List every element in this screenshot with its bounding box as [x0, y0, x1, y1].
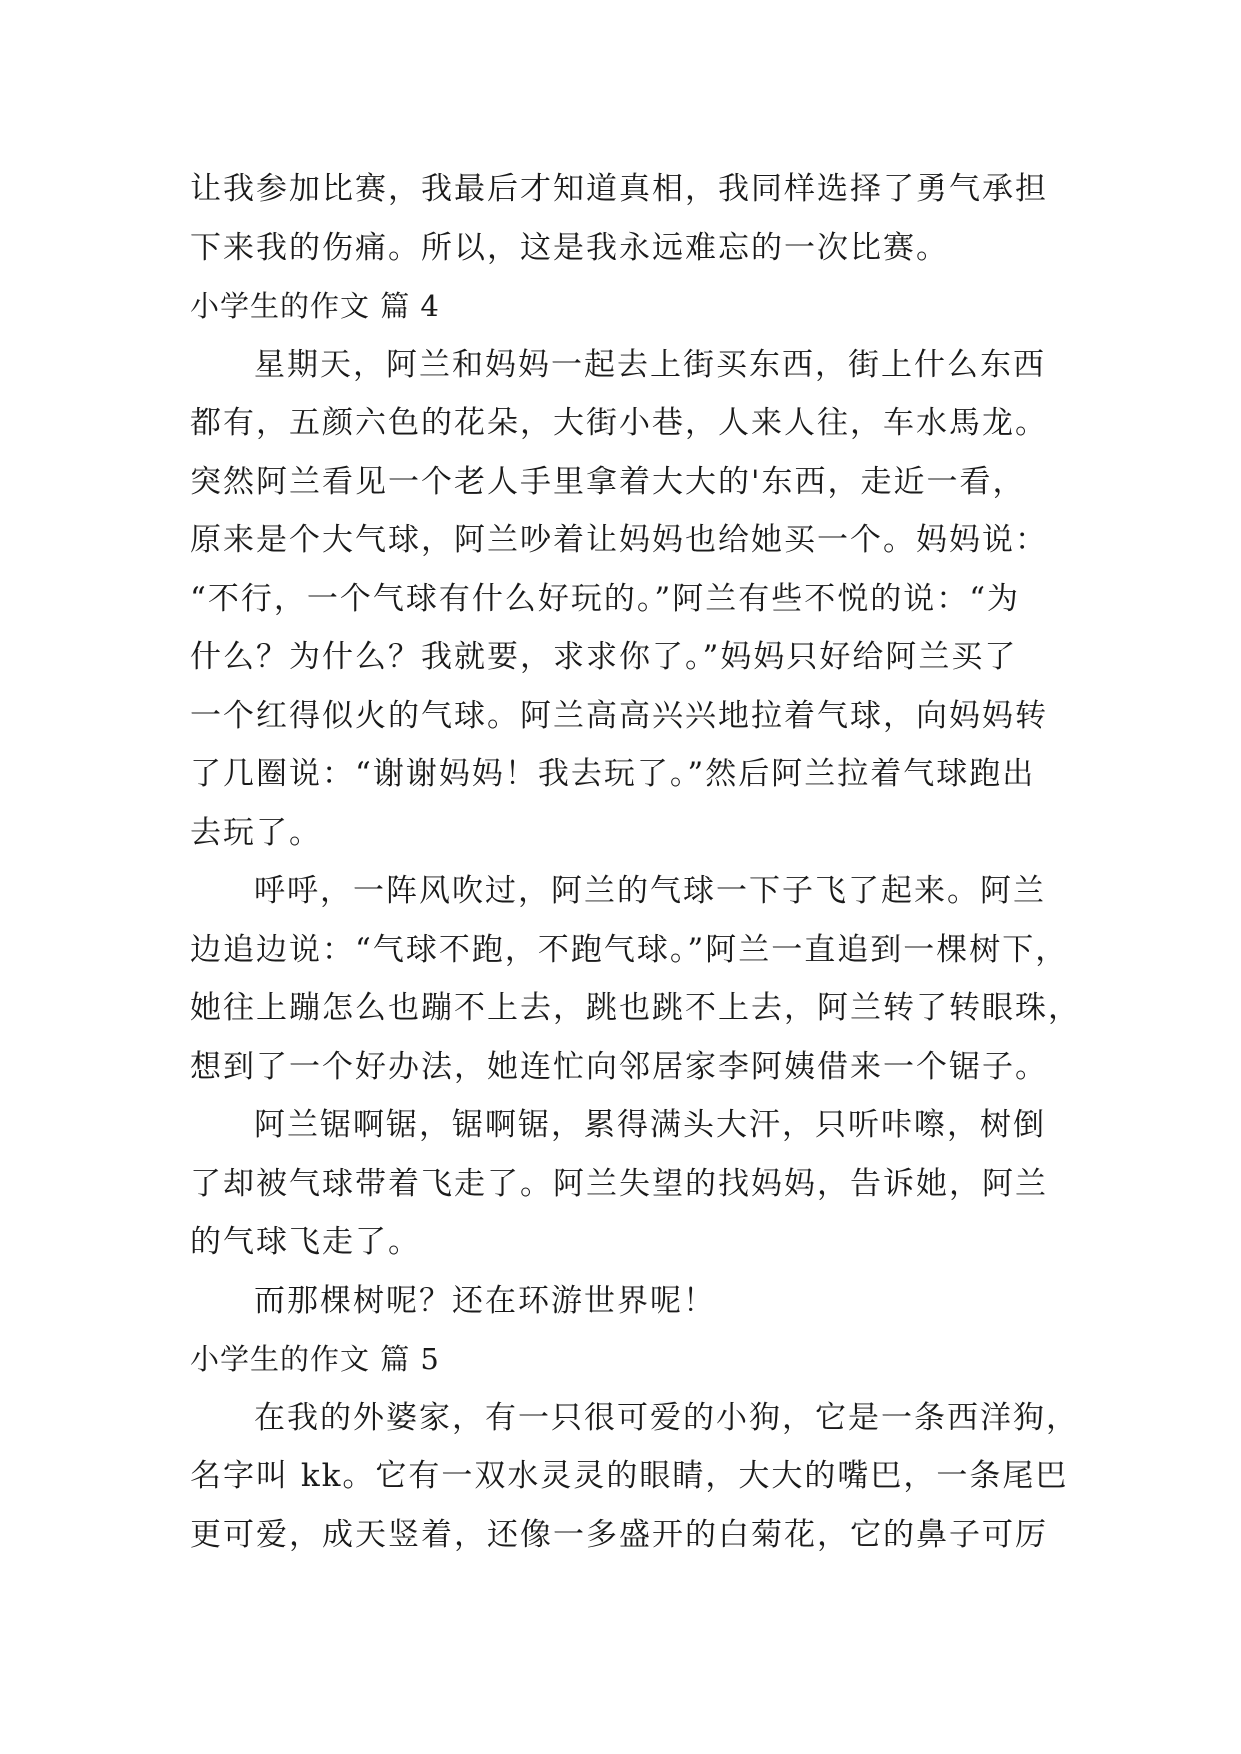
text-line: 她往上蹦怎么也蹦不上去，跳也跳不上去，阿兰转了转眼珠， — [190, 990, 1081, 1026]
text-line: 了却被气球带着飞走了。阿兰失望的找妈妈，告诉她，阿兰 — [190, 1165, 1048, 1202]
document-page — [190, 160, 1081, 1564]
text-line: 原来是个大气球，阿兰吵着让妈妈也给她买一个。妈妈说： — [190, 522, 1048, 558]
text-line: 都有，五颜六色的花朵，大街小巷，人来人往，车水馬龙。 — [190, 405, 1048, 441]
text-line: “不行，一个气球有什么好玩的。”阿兰有些不悦的说：“为 — [190, 580, 1021, 617]
text-line: 一个红得似火的气球。阿兰高高兴兴地拉着气球，向妈妈转 — [190, 697, 1048, 734]
paragraph-start-line: 阿兰锯啊锯，锯啊锯，累得满头大汗，只听咔嚓，树倒 — [254, 1107, 1046, 1143]
text-line: 什么？为什么？我就要，求求你了。”妈妈只好给阿兰买了 — [190, 639, 1018, 675]
text-line: 让我参加比赛，我最后才知道真相，我同样选择了勇气承担 — [190, 171, 1048, 207]
text-line: 了几圈说：“谢谢妈妈！我去玩了。”然后阿兰拉着气球跑出 — [190, 756, 1036, 792]
text-line: 名字叫 kk。它有一双水灵灵的眼睛，大大的嘴巴，一条尾巴 — [190, 1458, 1069, 1494]
text-line: 的气球飞走了。 — [190, 1224, 421, 1260]
text-line: 突然阿兰看见一个老人手里拿着大大的'东西，走近一看， — [190, 463, 1026, 500]
paragraph-start-line: 而那棵树呢？还在环游世界呢！ — [254, 1282, 716, 1319]
section-heading: 小学生的作文 篇 5 — [190, 1342, 440, 1376]
section-heading: 小学生的作文 篇 4 — [190, 289, 440, 323]
paragraph-start-line: 星期天，阿兰和妈妈一起去上街买东西，街上什么东西 — [254, 346, 1046, 383]
paragraph-start-line: 在我的外婆家，有一只很可爱的小狗，它是一条西洋狗， — [254, 1399, 1079, 1436]
text-line: 下来我的伤痛。所以，这是我永远难忘的一次比赛。 — [190, 229, 949, 266]
paragraph-start-line: 呼呼，一阵风吹过，阿兰的气球一下子飞了起来。阿兰 — [254, 873, 1046, 909]
text-line: 去玩了。 — [190, 814, 322, 851]
text-line: 更可爱，成天竖着，还像一多盛开的白菊花，它的鼻子可厉 — [190, 1516, 1048, 1553]
text-line: 边追边说：“气球不跑，不跑气球。”阿兰一直追到一棵树下， — [190, 931, 1069, 968]
text-line: 想到了一个好办法，她连忙向邻居家李阿姨借来一个锯子。 — [190, 1048, 1048, 1085]
